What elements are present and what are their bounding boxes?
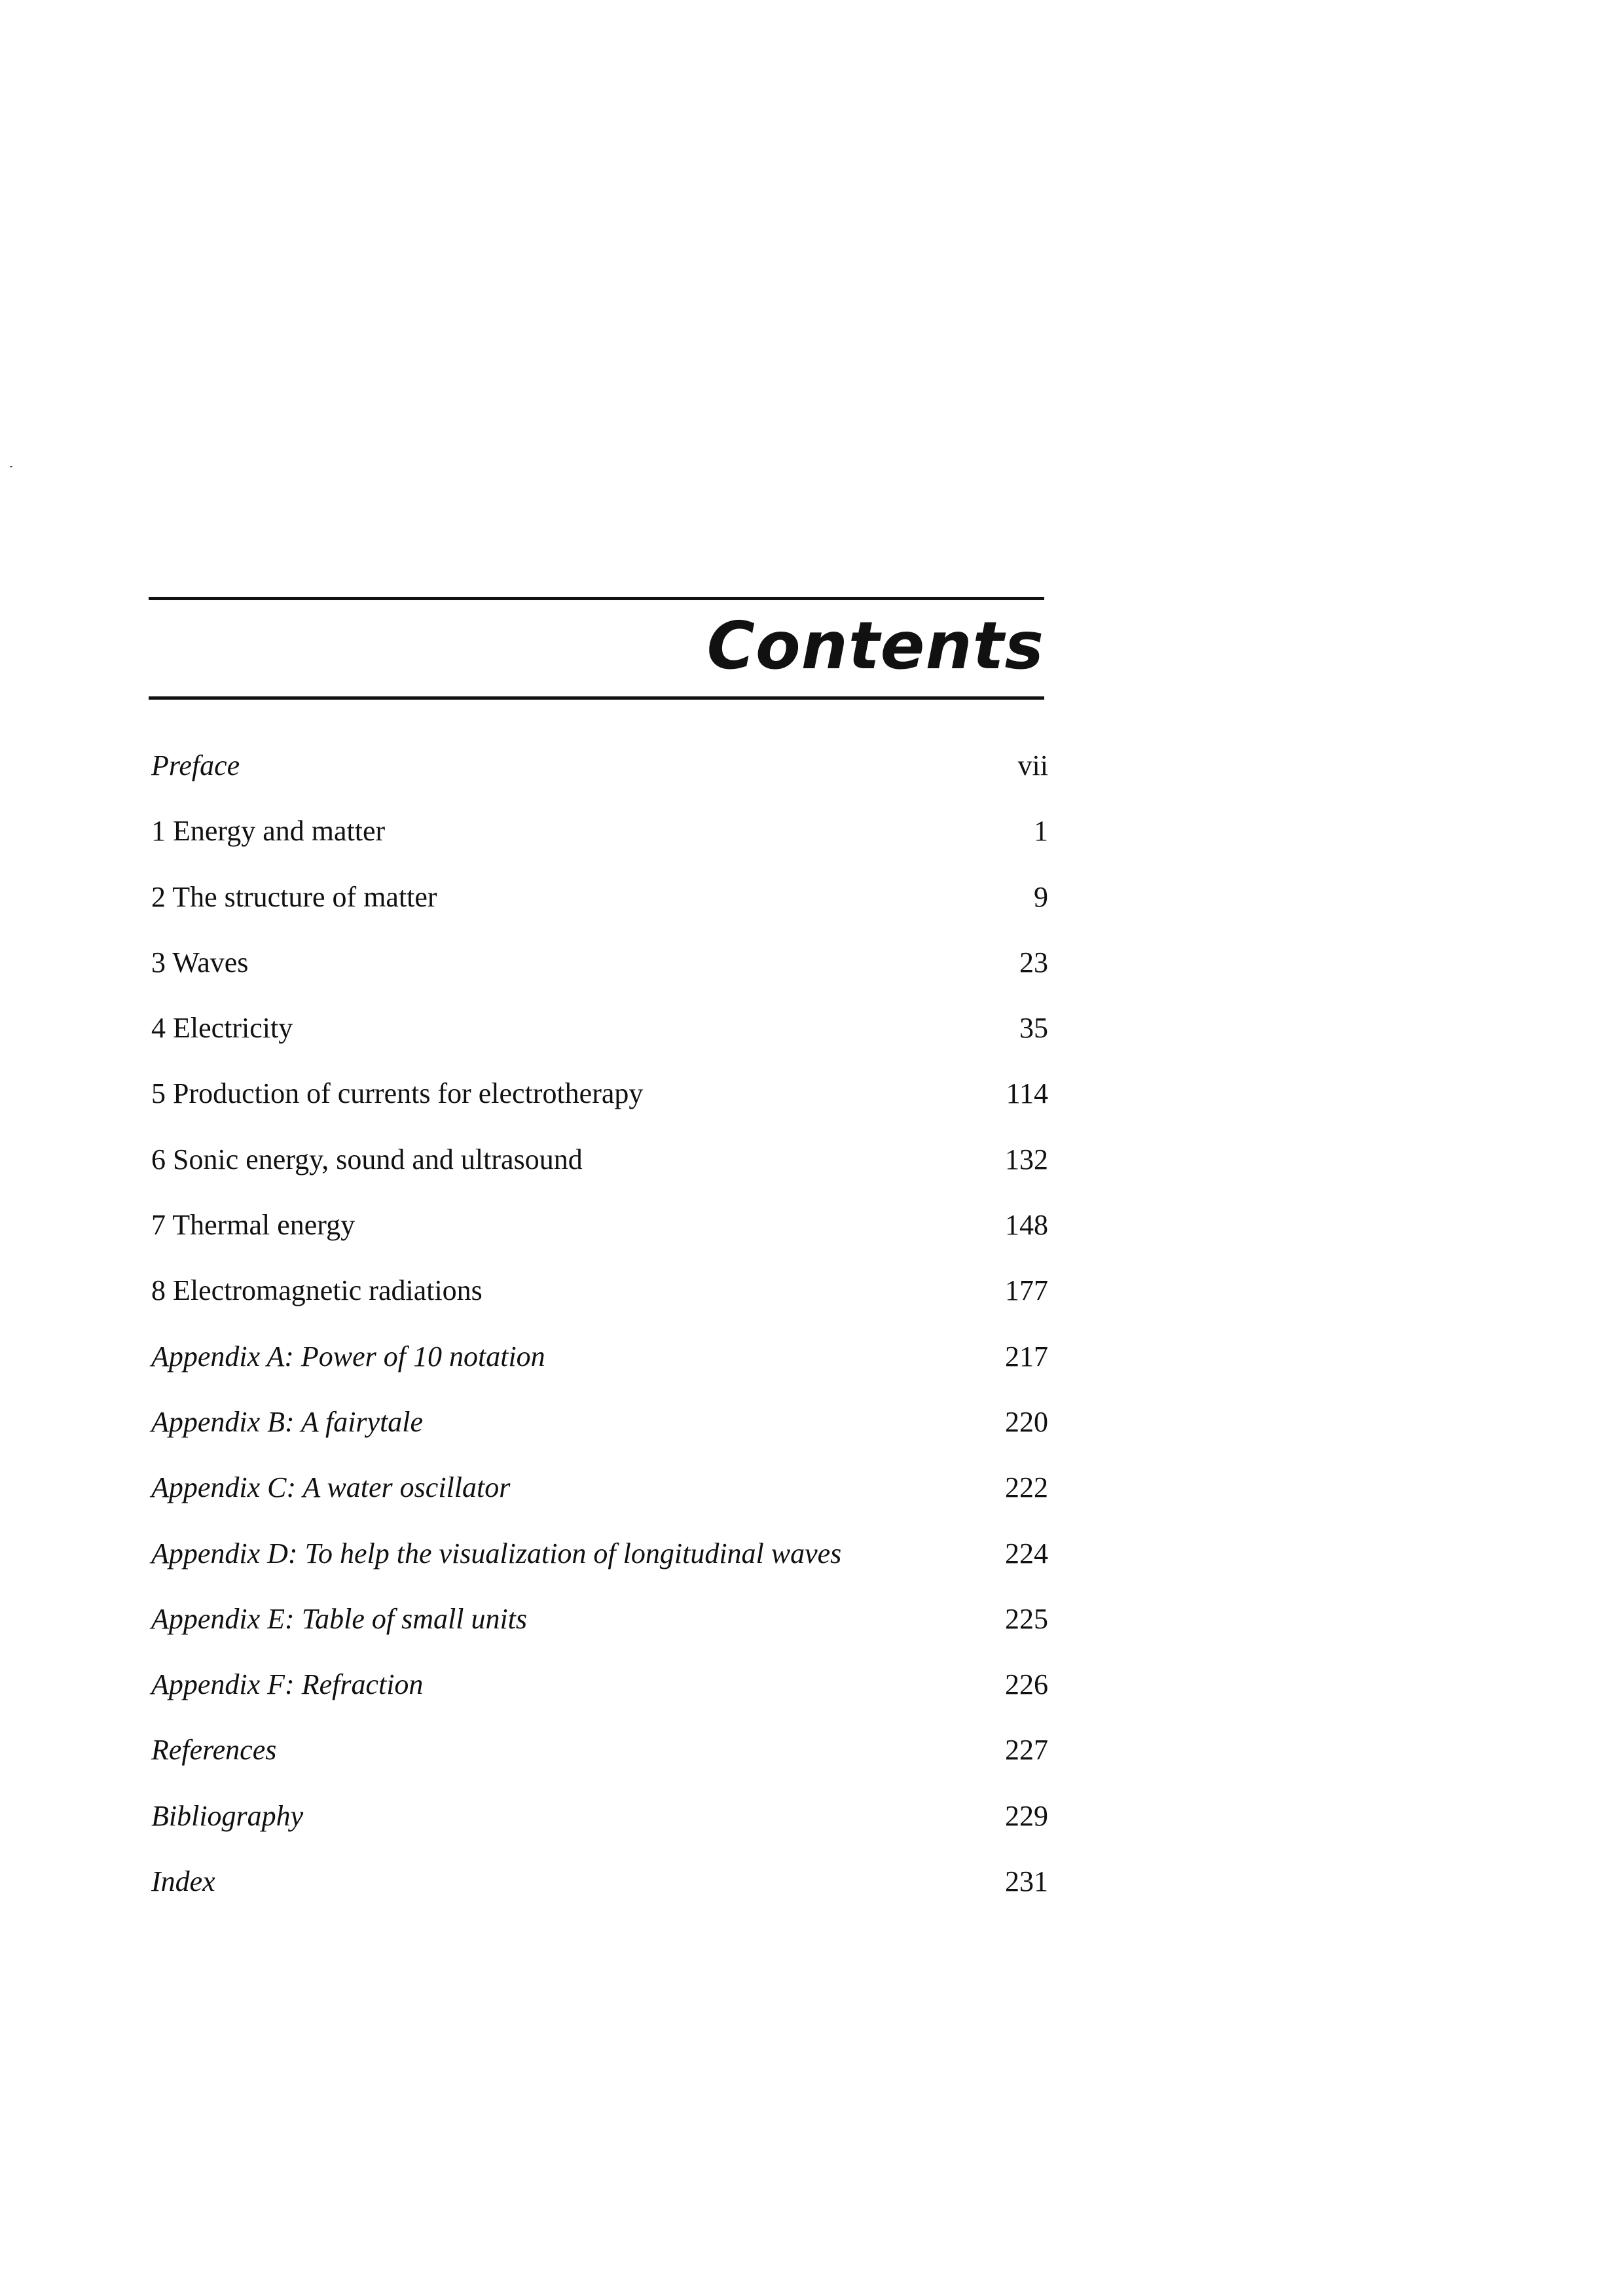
toc-entry-label: 4 Electricity	[151, 1012, 293, 1045]
toc-entry-label: Appendix B: A fairytale	[151, 1405, 424, 1438]
toc-entry-page: 9	[1034, 880, 1048, 913]
toc-entry-page: 224	[1005, 1537, 1048, 1570]
toc-entry-label: Preface	[151, 749, 240, 781]
toc-entry-page: 114	[1006, 1077, 1048, 1110]
toc-entry-label: Index	[151, 1865, 215, 1898]
toc-entry-appendix-a	[151, 1337, 1048, 1403]
toc-entry-chapter-6	[151, 1140, 1048, 1206]
toc-entry-chapter-7	[151, 1206, 1048, 1271]
toc-entry-index	[151, 1862, 1048, 1928]
toc-entry-label: 8 Electromagnetic radiations	[151, 1274, 483, 1307]
toc-entry-bibliography	[151, 1797, 1048, 1862]
toc-entry-label: Appendix F: Refraction	[151, 1668, 424, 1701]
toc-entry-page: 222	[1005, 1471, 1048, 1504]
toc-entry-chapter-3	[151, 943, 1048, 1009]
toc-entry-references	[151, 1731, 1048, 1796]
toc-entry-appendix-d	[151, 1534, 1048, 1600]
toc-entry-page: vii	[1017, 749, 1048, 781]
toc-entry-page: 1	[1034, 815, 1048, 848]
toc-entry-page: 35	[1019, 1012, 1048, 1045]
table-of-contents	[151, 746, 1048, 1928]
top-rule	[149, 597, 1044, 600]
toc-entry-label: 7 Thermal energy	[151, 1209, 356, 1242]
toc-entry-label: Appendix E: Table of small units	[151, 1602, 528, 1635]
toc-entry-page: 23	[1019, 946, 1048, 978]
toc-entry-chapter-4	[151, 1009, 1048, 1074]
toc-entry-page: 229	[1005, 1799, 1048, 1832]
toc-entry-page: 225	[1005, 1602, 1048, 1635]
toc-entry-label: 3 Waves	[151, 946, 249, 978]
toc-entry-page: 148	[1005, 1209, 1048, 1242]
toc-entry-page: 217	[1005, 1340, 1048, 1372]
toc-entry-label: 6 Sonic energy, sound and ultrasound	[151, 1143, 583, 1175]
toc-entry-label: Bibliography	[151, 1799, 304, 1832]
toc-entry-label: 2 The structure of matter	[151, 880, 437, 913]
toc-entry-preface	[151, 746, 1048, 812]
toc-entry-label: Appendix D: To help the visualization of longitudinal waves	[151, 1537, 842, 1570]
toc-entry-appendix-c	[151, 1468, 1048, 1534]
toc-entry-label: Appendix C: A water oscillator	[151, 1471, 511, 1504]
toc-entry-chapter-5	[151, 1074, 1048, 1139]
toc-entry-chapter-1	[151, 812, 1048, 877]
toc-entry-chapter-8	[151, 1271, 1048, 1336]
toc-entry-page: 220	[1005, 1405, 1048, 1438]
toc-entry-appendix-b	[151, 1403, 1048, 1468]
toc-entry-page: 226	[1005, 1668, 1048, 1701]
toc-entry-label: References	[151, 1734, 277, 1767]
toc-entry-appendix-e	[151, 1600, 1048, 1665]
bottom-rule	[149, 696, 1044, 700]
toc-entry-page: 227	[1005, 1734, 1048, 1767]
toc-entry-page: 132	[1005, 1143, 1048, 1175]
toc-entry-label: Appendix A: Power of 10 notation	[151, 1340, 545, 1372]
page-title: Contents	[706, 607, 1044, 684]
toc-entry-chapter-2	[151, 878, 1048, 943]
toc-entry-appendix-f	[151, 1665, 1048, 1731]
toc-entry-label: 1 Energy and matter	[151, 815, 386, 848]
toc-entry-page: 177	[1005, 1274, 1048, 1307]
toc-entry-page: 231	[1005, 1865, 1048, 1898]
scan-speck	[10, 466, 12, 467]
toc-entry-label: 5 Production of currents for electrotherapy	[151, 1077, 644, 1110]
